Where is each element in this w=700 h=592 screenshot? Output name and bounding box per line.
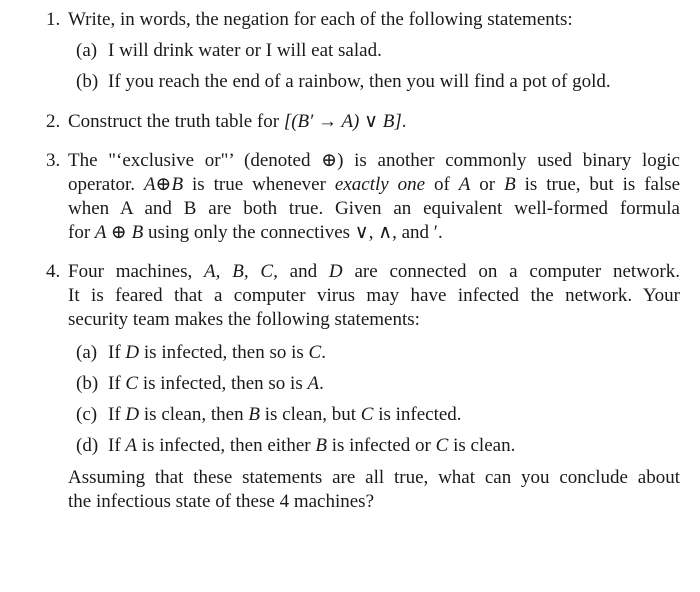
paragraph-line <box>68 173 680 197</box>
text-segment: and <box>289 261 318 282</box>
text-segment: is true, but is false <box>524 174 681 195</box>
math-vars: A, B, C, <box>204 261 278 282</box>
text-segment: If <box>108 435 121 456</box>
math-formula: A⊕B <box>143 174 184 195</box>
math-var: D <box>328 261 343 282</box>
text-segment: is infected. <box>378 404 462 425</box>
text-segment: If <box>108 342 121 363</box>
subitem-label: (b) <box>76 373 99 394</box>
math-var: A <box>125 435 138 456</box>
text-segment: If <box>108 373 121 394</box>
question-number: 1. <box>46 9 61 30</box>
math-var: C <box>125 373 139 394</box>
text-segment: operator. <box>68 174 136 195</box>
question-number: 2. <box>46 111 61 132</box>
subitem-text: I will drink water or I will eat salad. <box>108 40 382 61</box>
text-segment: is infected, then either <box>141 435 311 456</box>
text-segment: is infected, then so is <box>142 373 303 394</box>
paragraph-line: security team makes the following statements: <box>68 309 420 330</box>
question-number: 4. <box>46 261 61 282</box>
text-segment: If <box>108 404 121 425</box>
paragraph-line: when A and B are both true. Given an equivalent well-formed formula <box>68 198 680 219</box>
subitem-label: (a) <box>76 40 98 61</box>
text-segment: is infected, then so is <box>143 342 304 363</box>
math-var: C <box>360 404 374 425</box>
text-segment: is infected or <box>331 435 431 456</box>
text-segment: . <box>319 373 324 394</box>
math-formula: A ⊕ B <box>94 222 144 243</box>
math-var: D <box>125 342 140 363</box>
text-segment: Construct the truth table for <box>68 111 280 132</box>
subitem-text <box>108 341 326 365</box>
math-var: B <box>248 404 260 425</box>
subitem-label: (d) <box>76 435 99 456</box>
paragraph-line <box>68 221 680 245</box>
math-var: A <box>458 174 471 195</box>
text-segment: is clean, but <box>264 404 356 425</box>
text-segment: is clean, then <box>143 404 244 425</box>
paragraph-line <box>68 260 680 284</box>
text-segment: is true whenever <box>192 174 326 195</box>
text-segment: . <box>321 342 326 363</box>
emphasis: exactly one <box>334 174 426 195</box>
text-segment: or <box>479 174 496 195</box>
subitem-text: If you reach the end of a rainbow, then you will find a pot of gold. <box>108 71 611 92</box>
math-var: B <box>315 435 327 456</box>
math-var: C <box>308 342 322 363</box>
paragraph-line: The "‘exclusive or"’ (denoted ⊕) is another commonly used binary logic <box>68 150 680 171</box>
subitem-label: (c) <box>76 404 98 425</box>
subitem-text <box>108 372 324 396</box>
conclusion-line: the infectious state of these 4 machines? <box>68 491 375 512</box>
math-var: C <box>435 435 449 456</box>
math-var: D <box>125 404 140 425</box>
text-segment: are connected on a computer network. <box>354 261 680 282</box>
math-formula: [(B′ → A) ∨ B] <box>283 111 402 132</box>
text-segment: . <box>401 111 407 132</box>
conclusion-line: Assuming that these statements are all true, what can you conclude about <box>68 467 680 488</box>
question-text: Write, in words, the negation for each of the following statements: <box>68 9 573 30</box>
question-text <box>68 110 407 134</box>
text-segment: Four machines, <box>68 261 193 282</box>
text-segment: using only the connectives ∨, ∧, and ′. <box>147 222 443 243</box>
math-var: B <box>504 174 516 195</box>
subitem-text <box>108 434 515 458</box>
math-var: A <box>307 373 320 394</box>
subitem-label: (b) <box>76 71 99 92</box>
paragraph-line: It is feared that a computer virus may have infected the network. Your <box>68 285 680 306</box>
subitem-text <box>108 403 462 427</box>
subitem-label: (a) <box>76 342 98 363</box>
text-segment: for <box>68 222 91 243</box>
question-number: 3. <box>46 150 61 171</box>
text-segment: of <box>433 174 450 195</box>
text-segment: is clean. <box>453 435 516 456</box>
